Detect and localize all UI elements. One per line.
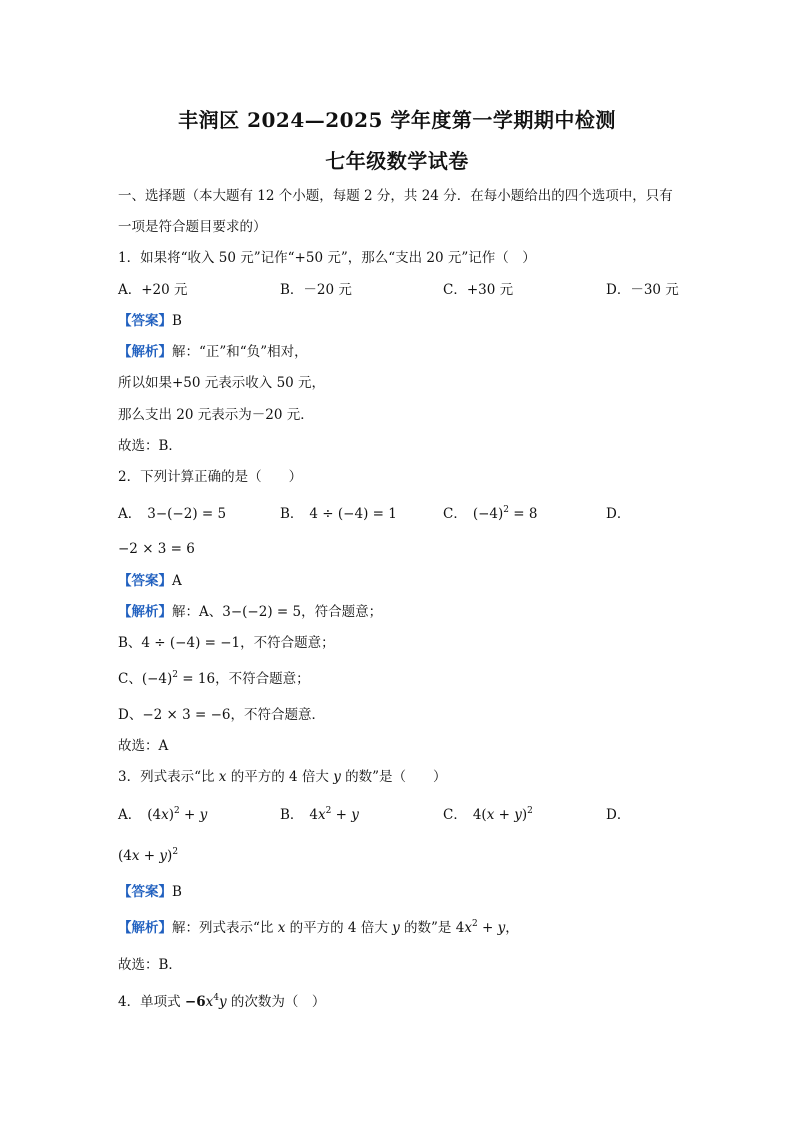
q3-analysis — [118, 919, 519, 937]
answer-tag: 【答案】 — [118, 884, 172, 900]
analysis-text: 解：列式表示“比 — [172, 920, 278, 936]
answer-tag: 【答案】 — [118, 313, 172, 329]
q3-option-b — [280, 806, 359, 824]
analysis-text: C、 — [118, 671, 142, 687]
q1-analysis-3: 那么支出 20 元表示为－20 元． — [118, 407, 314, 423]
q1-analysis-1 — [118, 343, 308, 361]
option-math: $4x^2 + y$ — [309, 806, 359, 823]
q1-analysis-4: 故选：B． — [118, 438, 182, 454]
analysis-text: ， — [505, 920, 519, 936]
option-math: $4(x + y)^2$ — [472, 806, 533, 823]
analysis-text: D、 — [118, 707, 143, 723]
stem-exponent: 4 — [213, 993, 219, 1003]
option-math: $(4x)^2 + y$ — [147, 806, 208, 823]
q2-analysis-a — [118, 603, 382, 621]
q2-conclusion: 故选：A — [118, 738, 169, 754]
stem-text: 的次数为（ ） — [226, 994, 326, 1010]
analysis-text: ，不符合题意； — [240, 635, 335, 651]
option-label: C． — [443, 807, 467, 823]
analysis-text: 解：“正”和“负”相对， — [172, 344, 308, 360]
option-math: 4 ÷ (−4) = 1 — [309, 506, 397, 522]
option-label: C． — [443, 506, 467, 522]
q1-answer — [118, 312, 182, 330]
analysis-text: ，符合题意； — [301, 604, 383, 620]
analysis-math: −2 × 3 = −6 — [142, 707, 231, 723]
analysis-text: 解：A、 — [172, 604, 223, 620]
stem-text: 4．单项式 — [118, 994, 185, 1010]
q2-analysis-c — [118, 670, 310, 688]
var-y: y — [333, 769, 341, 785]
answer-value: A — [172, 573, 182, 589]
answer-value: B — [172, 884, 182, 900]
q2-option-a — [118, 505, 226, 523]
q2-analysis-b — [118, 634, 335, 652]
q2-analysis-d — [118, 706, 325, 724]
section-heading-line2: 一项是符合题目要求的） — [118, 219, 267, 235]
option-math: 3−(−2) = 5 — [147, 506, 227, 522]
var-x: x — [205, 994, 214, 1010]
q3-option-d: $(4x + y)^2$ — [118, 847, 179, 864]
stem-text: 的平方的 4 倍大 — [226, 769, 334, 785]
q3-option-c — [443, 806, 533, 824]
q1-option-a: A．+20 元 — [118, 282, 188, 298]
analysis-math: $4x^2 + y$ — [455, 919, 506, 936]
q3-option-a — [118, 806, 207, 824]
var-x: x — [277, 920, 286, 936]
option-label: B． — [280, 506, 304, 522]
option-math-base: (−4) — [472, 506, 504, 522]
analysis-tag: 【解析】 — [118, 920, 172, 936]
section-heading-line1: 一、选择题（本大题有 12 个小题，每题 2 分，共 24 分．在每小题给出的四个选项中，只有 — [118, 188, 673, 204]
q1-option-b: B．－20 元 — [280, 282, 352, 298]
var-x: x — [218, 769, 227, 785]
q2-answer — [118, 572, 182, 590]
q2-option-c — [443, 505, 538, 523]
analysis-math-rest: = 16 — [178, 671, 216, 687]
analysis-text: ，不符合题意； — [215, 671, 310, 687]
option-math-exponent: 2 — [503, 505, 510, 515]
analysis-math: 3−(−2) = 5 — [222, 604, 302, 620]
analysis-math: 4 ÷ (−4) = −1 — [141, 635, 241, 651]
q3-conclusion: 故选：B． — [118, 957, 182, 973]
option-label: B． — [280, 807, 304, 823]
answer-tag: 【答案】 — [118, 573, 172, 589]
option-label: A． — [118, 506, 142, 522]
stem-coef: −6 — [184, 994, 206, 1010]
exam-subtitle: 七年级数学试卷 — [325, 149, 469, 173]
analysis-math-exponent: 2 — [172, 670, 179, 680]
analysis-text: 的数”是 — [399, 920, 456, 936]
analysis-text: 的平方的 4 倍大 — [285, 920, 393, 936]
option-math-rest: = 8 — [509, 506, 538, 522]
q1-option-c: C．+30 元 — [443, 282, 514, 298]
analysis-tag: 【解析】 — [118, 344, 172, 360]
analysis-text: ，不符合题意． — [230, 707, 326, 723]
stem-text: 3．列式表示“比 — [118, 769, 219, 785]
q1-option-d: D．－30 元 — [606, 282, 679, 298]
stem-text: 的数”是（ ） — [340, 769, 447, 785]
q3-option-d-label: D． — [606, 807, 631, 823]
q1-stem: 1．如果将“收入 50 元”记作“+50 元”，那么“支出 20 元”记作（ ） — [118, 250, 536, 266]
var-y: y — [218, 994, 227, 1010]
q2-stem: 2．下列计算正确的是（ ） — [118, 469, 303, 485]
analysis-text: B、 — [118, 635, 142, 651]
q2-option-b — [280, 505, 397, 523]
q3-stem — [118, 768, 447, 786]
answer-value: B — [172, 313, 182, 329]
q3-answer — [118, 883, 182, 901]
var-y: y — [392, 920, 400, 936]
analysis-tag: 【解析】 — [118, 604, 172, 620]
q2-option-d-label: D． — [606, 506, 631, 522]
q4-stem — [118, 993, 325, 1011]
q2-option-d: −2 × 3 = 6 — [118, 541, 195, 557]
exam-title: 丰润区 2024—2025 学年度第一学期期中检测 — [178, 108, 616, 132]
option-label: A． — [118, 807, 142, 823]
q1-analysis-2: 所以如果+50 元表示收入 50 元， — [118, 375, 326, 391]
analysis-math-base: (−4) — [141, 671, 173, 687]
